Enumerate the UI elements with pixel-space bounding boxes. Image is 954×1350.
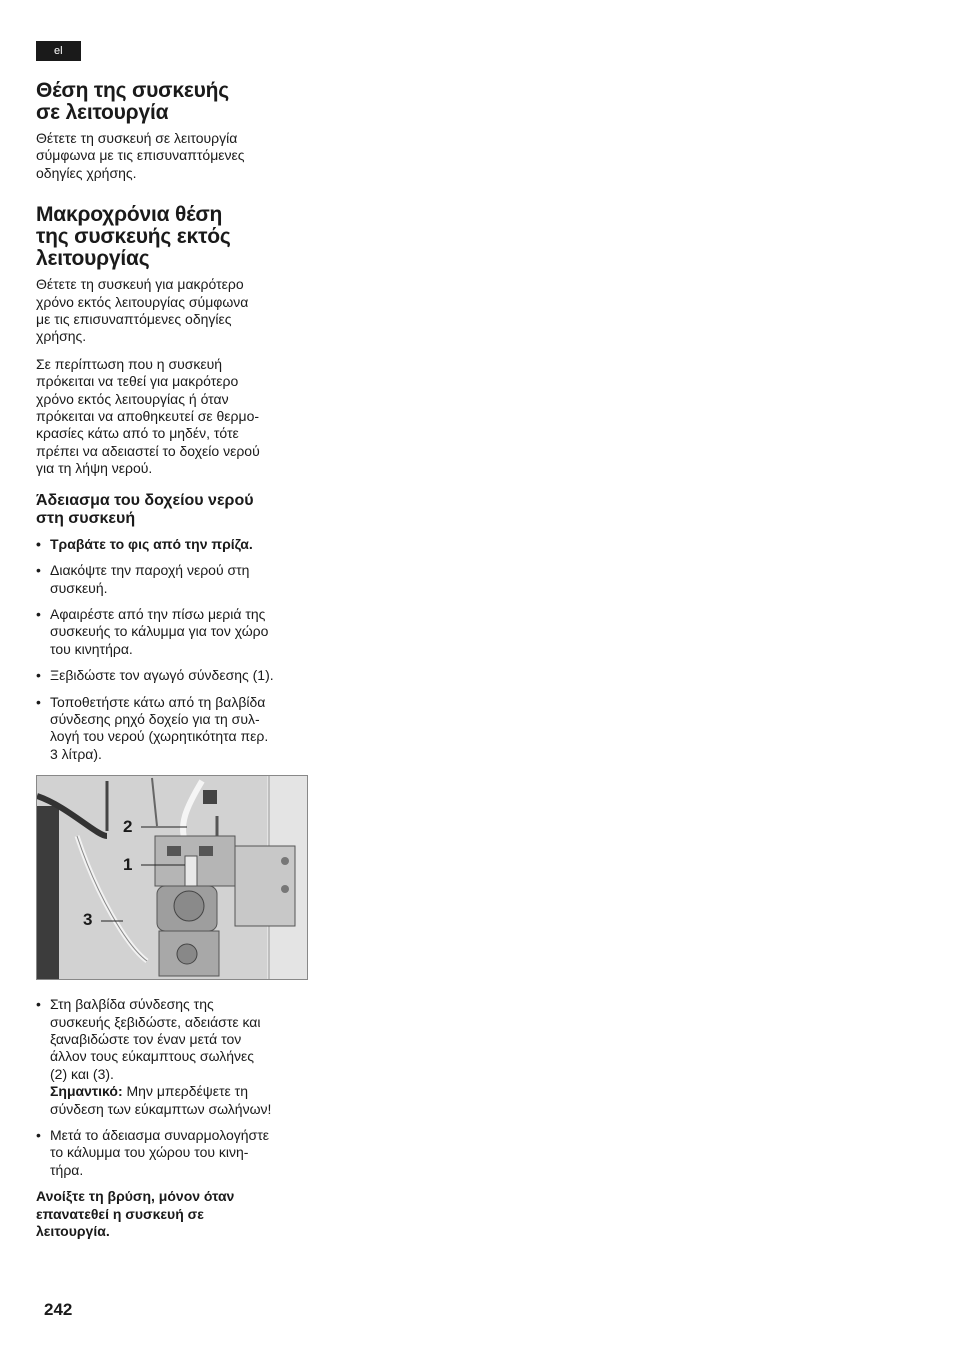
callout-label-3: 3 — [83, 910, 93, 930]
long-term-para-1: Θέτετε τη συσκευή για μακρότερο χρόνο εκτός λειτουργίας σύμφωνα με τις επισυναπτόμενες οδηγίες χρήσης. — [36, 276, 249, 345]
step-item: • Αφαιρέστε από την πίσω μεριά της συσκευής το κάλυμμα για τον χώρο του κινητήρα. — [36, 606, 308, 658]
step-item: • Διακόψτε την παροχή νερού στη συσκευή. — [36, 562, 308, 597]
page-number: 242 — [44, 1300, 73, 1319]
content-column — [36, 80, 308, 1240]
step-item: • Τοποθετήστε κάτω από τη βαλβίδα σύνδεσης ρηχό δοχείο για τη συλ- λογή του νερού (χωρητικότητα περ. 3 λίτρα). — [36, 694, 308, 764]
step-item: • Ξεβιδώστε τον αγωγό σύνδεσης (1). — [36, 667, 308, 684]
section-title-empty-tank: Άδειασμα του δοχείου νερού στη συσκευή — [36, 491, 254, 527]
step-item — [36, 996, 308, 1118]
section-title-long-term-off: Μακροχρόνια θέση της συσκευής εκτός λειτουργίας — [36, 203, 231, 271]
language-tag: el — [36, 41, 81, 61]
important-label: Σημαντικό: — [50, 1083, 123, 1100]
step-text: Στη βαλβίδα σύνδεσης της συσκευής ξεβιδώστε, αδειάστε και ξαναβιδώστε τον έναν μετά τον άλλον τους εύκαμπτους σωλήνες (2) και (3). — [50, 996, 261, 1082]
steps-list-2 — [36, 996, 308, 1179]
step-item: • Μετά το άδειασμα συναρμολογήστε το κάλυμμα του χώρου του κινη- τήρα. — [36, 1127, 308, 1179]
long-term-para-2: Σε περίπτωση που η συσκευή πρόκειται να τεθεί για μακρότερο χρόνο εκτός λειτουργίας ή όταν πρόκειται να αποθηκευτεί σε θερμο- κρασίες κάτω από το μηδέν, τότε πρέπει να αδειαστεί το δοχείο νερού για τη λήψη νερού. — [36, 355, 260, 477]
final-note: Ανοίξτε τη βρύση, μόνον όταν επανατεθεί η συσκευή σε λειτουργία. — [36, 1188, 235, 1240]
valve-illustration — [37, 776, 307, 979]
callout-label-2: 2 — [123, 817, 133, 837]
valve-photo — [36, 775, 308, 980]
steps-list — [36, 536, 308, 763]
section-title-start: Θέση της συσκευής σε λειτουργία — [36, 79, 229, 124]
section-body-start: Θέτετε τη συσκευή σε λειτουργία σύμφωνα με τις επισυναπτόμενες οδηγίες χρήσης. — [36, 130, 245, 181]
step-item: • Τραβάτε το φις από την πρίζα. — [36, 536, 308, 553]
important-text: Μην μπερδέψετε τη σύνδεση των εύκαμπτων σωλήνων! — [50, 1083, 272, 1117]
callout-label-1: 1 — [123, 855, 133, 875]
